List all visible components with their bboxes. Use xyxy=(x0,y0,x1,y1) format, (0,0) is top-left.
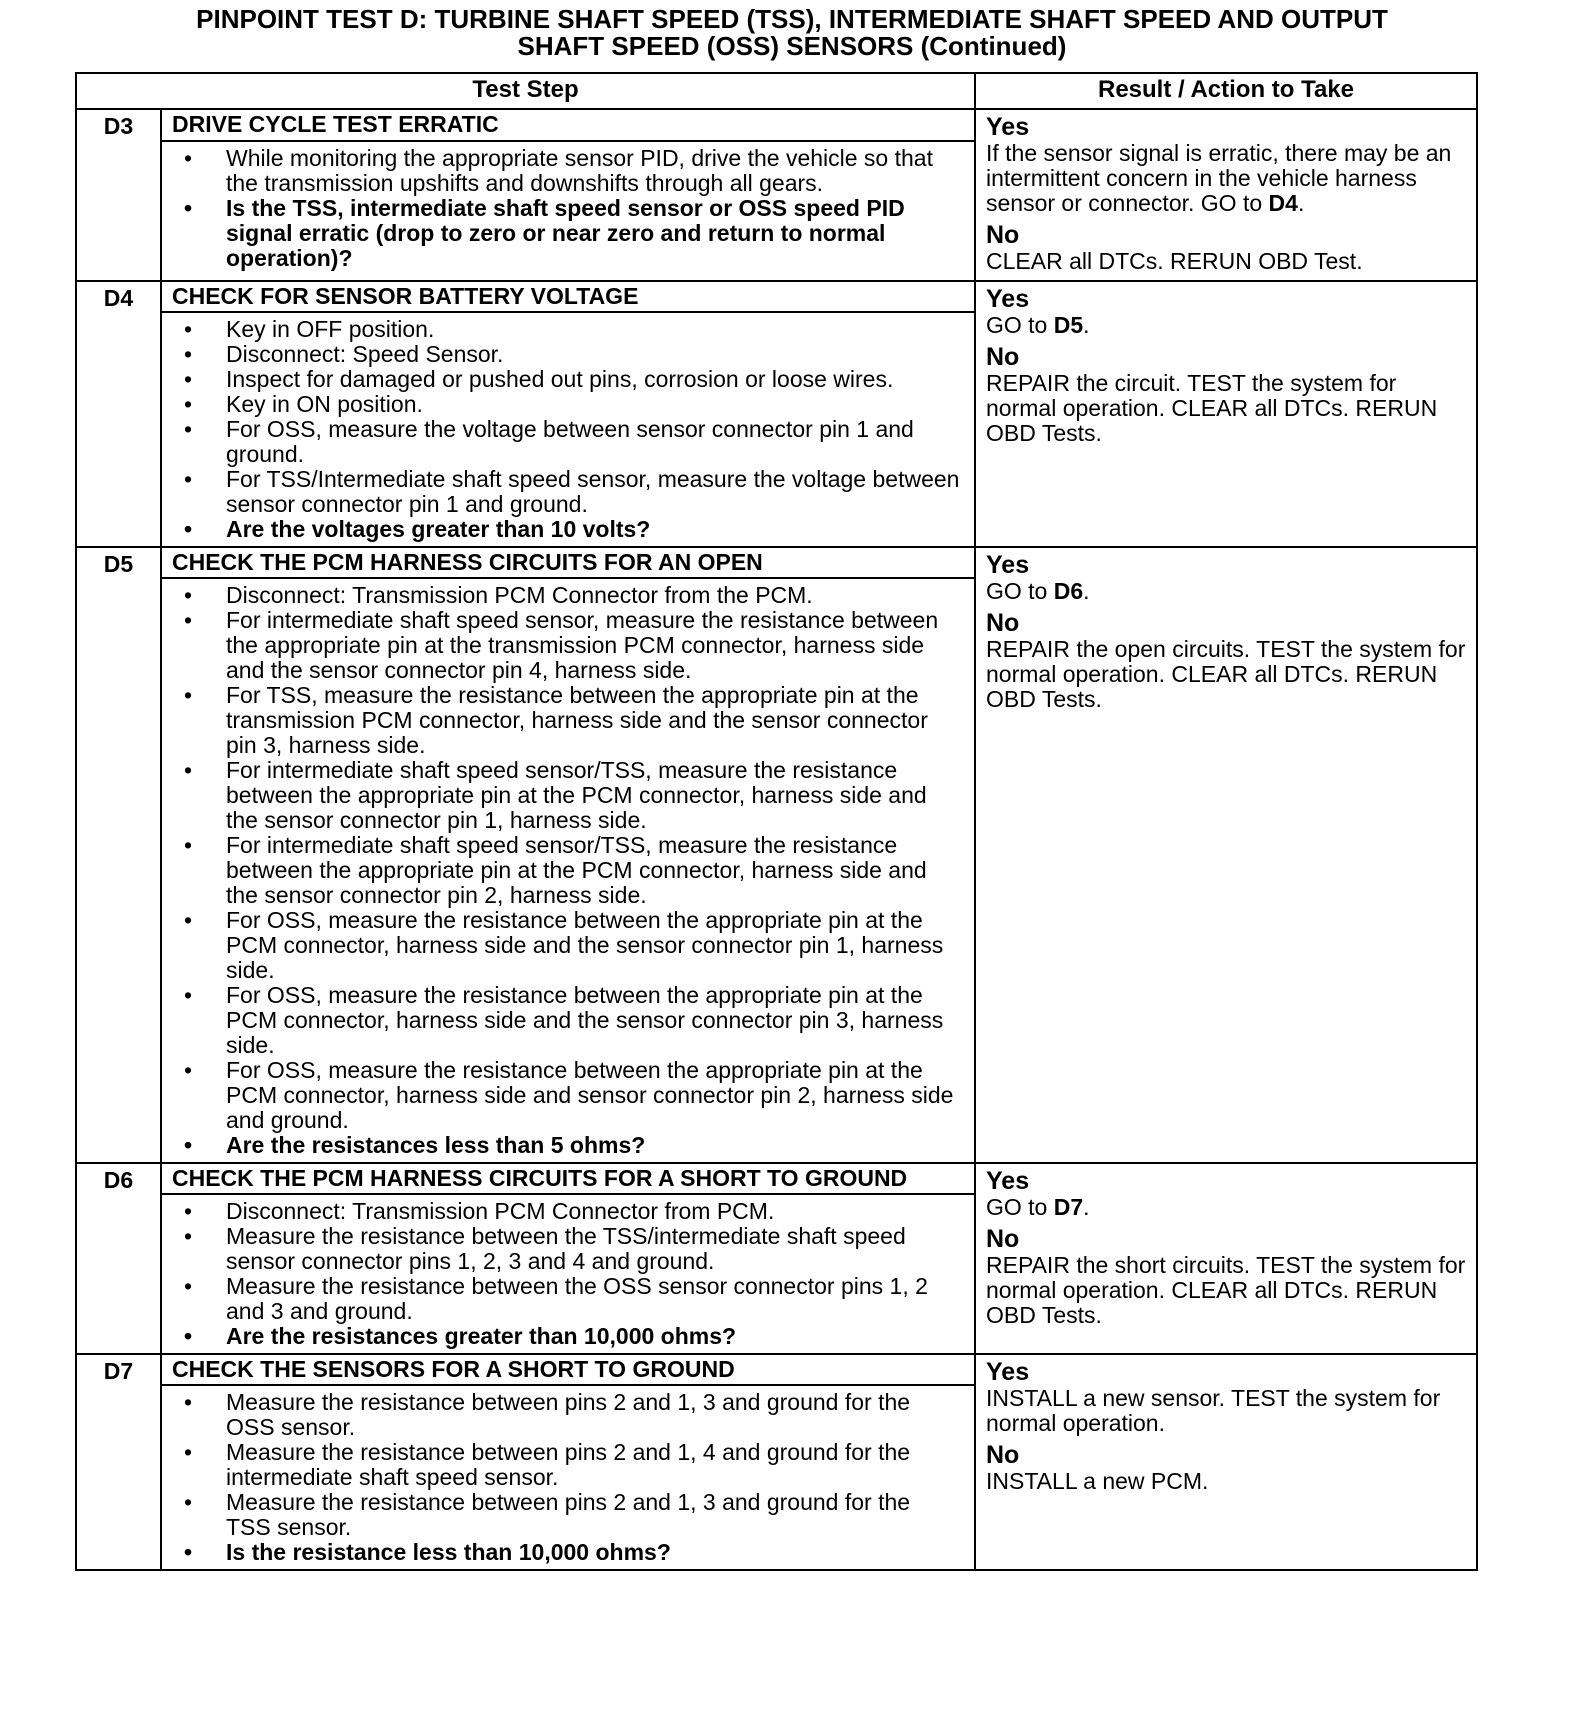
step-header-row xyxy=(76,109,1477,141)
step-result xyxy=(975,109,1477,281)
yes-goto: D7 xyxy=(1053,1194,1084,1220)
step-bullet: • Disconnect: Speed Sensor. xyxy=(176,342,960,367)
header-test-step: Test Step xyxy=(76,73,975,109)
step-title: DRIVE CYCLE TEST ERRATIC xyxy=(161,109,975,141)
yes-action: If the sensor signal is erratic, there may be an intermittent concern in the vehicle harness sensor or connector. GO to D4. xyxy=(986,140,1452,216)
step-bullet: • Disconnect: Transmission PCM Connector from PCM. xyxy=(176,1199,960,1224)
yes-action xyxy=(986,1386,1466,1436)
title-line-1: PINPOINT TEST D: TURBINE SHAFT SPEED (TSS), INTERMEDIATE SHAFT SPEED AND OUTPUT xyxy=(196,4,1388,34)
step-bullet: • Key in ON position. xyxy=(176,392,960,417)
step-bullet-list xyxy=(176,146,960,271)
step-bullet: • For intermediate shaft speed sensor/TSS, measure the resistance between the appropriate pin at the PCM connector, harness side and the sensor connector pin 1, harness side. xyxy=(176,758,960,833)
yes-text: GO to xyxy=(986,1194,1048,1220)
step-body xyxy=(161,1194,975,1354)
yes-text: GO to xyxy=(986,578,1048,604)
step-header-row xyxy=(76,281,1477,312)
step-question: • Are the resistances less than 5 ohms? xyxy=(176,1133,960,1158)
step-bullet: • For OSS, measure the voltage between sensor connector pin 1 and ground. xyxy=(176,417,960,467)
yes-action: GO to D6. xyxy=(986,578,1090,604)
step-bullet-list xyxy=(176,317,960,542)
no-text: REPAIR the open circuits. TEST the system for normal operation. CLEAR all DTCs. RERUN OBD Tests. xyxy=(986,636,1466,712)
no-text: CLEAR all DTCs. RERUN OBD Test. xyxy=(986,248,1363,274)
step-title: CHECK THE PCM HARNESS CIRCUITS FOR A SHORT TO GROUND xyxy=(161,1163,975,1194)
step-result xyxy=(975,1163,1477,1354)
yes-label: Yes xyxy=(986,1167,1030,1195)
no-label: No xyxy=(986,609,1020,637)
step-bullet: • For OSS, measure the resistance between the appropriate pin at the PCM connector, harness side and the sensor connector pin 1, harness side. xyxy=(176,908,960,983)
no-label: No xyxy=(986,1225,1020,1253)
no-text: REPAIR the circuit. TEST the system for normal operation. CLEAR all DTCs. RERUN OBD Tests. xyxy=(986,370,1438,446)
no-label: No xyxy=(986,343,1020,371)
step-id: D7 xyxy=(76,1354,161,1570)
yes-label: Yes xyxy=(986,285,1030,313)
step-body xyxy=(161,1385,975,1570)
no-text: REPAIR the short circuits. TEST the system for normal operation. CLEAR all DTCs. RERUN OBD Tests. xyxy=(986,1252,1466,1328)
step-id: D5 xyxy=(76,547,161,1163)
no-label: No xyxy=(986,221,1020,249)
yes-action: GO to D5. xyxy=(986,312,1090,338)
step-bullet-list xyxy=(176,1199,960,1349)
step-bullet: • Disconnect: Transmission PCM Connector from the PCM. xyxy=(176,583,960,608)
step-header-row xyxy=(76,547,1477,578)
step-question: • Are the resistances greater than 10,000 ohms? xyxy=(176,1324,960,1349)
step-bullet: • Measure the resistance between the TSS/intermediate shaft speed sensor connector pins 1, 2, 3 and 4 and ground. xyxy=(176,1224,960,1274)
header-result: Result / Action to Take xyxy=(975,73,1477,109)
yes-goto: D5 xyxy=(1053,312,1084,338)
step-bullet: • Measure the resistance between pins 2 and 1, 3 and ground for the OSS sensor. xyxy=(176,1390,960,1440)
step-id: D6 xyxy=(76,1163,161,1354)
step-result xyxy=(975,1354,1477,1570)
step-bullet: • For TSS, measure the resistance between the appropriate pin at the transmission PCM connector, harness side and the sensor connector pin 3, harness side. xyxy=(176,683,960,758)
yes-label: Yes xyxy=(986,113,1030,141)
step-header-row xyxy=(76,1354,1477,1385)
yes-label: Yes xyxy=(986,551,1030,579)
step-bullet-list xyxy=(176,1390,960,1565)
yes-text: If the sensor signal is erratic, there may be an intermittent concern in the vehicle harness sensor or connector. GO to xyxy=(986,140,1452,216)
step-bullet: • For OSS, measure the resistance between the appropriate pin at the PCM connector, harness side and the sensor connector pin 3, harness side. xyxy=(176,983,960,1058)
page-title xyxy=(0,6,1584,60)
title-line-2: SHAFT SPEED (OSS) SENSORS (Continued) xyxy=(517,31,1067,61)
step-result xyxy=(975,281,1477,547)
yes-text: GO to xyxy=(986,312,1048,338)
step-question: • Is the TSS, intermediate shaft speed sensor or OSS speed PID signal erratic (drop to zero or near zero and return to normal operation)? xyxy=(176,196,960,271)
step-bullet: • Measure the resistance between pins 2 and 1, 4 and ground for the intermediate shaft speed sensor. xyxy=(176,1440,960,1490)
step-title: CHECK THE PCM HARNESS CIRCUITS FOR AN OPEN xyxy=(161,547,975,578)
table-header-row xyxy=(76,73,1477,109)
step-body xyxy=(161,578,975,1163)
step-bullet: • For OSS, measure the resistance between the appropriate pin at the PCM connector, harness side and sensor connector pin 2, harness side and ground. xyxy=(176,1058,960,1133)
no-text: INSTALL a new PCM. xyxy=(986,1468,1209,1494)
step-question: • Are the voltages greater than 10 volts? xyxy=(176,517,960,542)
step-bullet: • Measure the resistance between pins 2 and 1, 3 and ground for the TSS sensor. xyxy=(176,1490,960,1540)
step-bullet: • For TSS/Intermediate shaft speed sensor, measure the voltage between sensor connector pin 1 and ground. xyxy=(176,467,960,517)
steps-body xyxy=(76,109,1477,1570)
step-bullet-list xyxy=(176,583,960,1158)
step-result xyxy=(975,547,1477,1163)
step-bullet: • Key in OFF position. xyxy=(176,317,960,342)
step-bullet: • While monitoring the appropriate sensor PID, drive the vehicle so that the transmission upshifts and downshifts through all gears. xyxy=(176,146,960,196)
step-body xyxy=(161,312,975,547)
step-header-row xyxy=(76,1163,1477,1194)
step-bullet: • Inspect for damaged or pushed out pins, corrosion or loose wires. xyxy=(176,367,960,392)
step-title: CHECK THE SENSORS FOR A SHORT TO GROUND xyxy=(161,1354,975,1385)
yes-goto: D4 xyxy=(1268,190,1298,216)
step-id: D3 xyxy=(76,109,161,281)
step-id: D4 xyxy=(76,281,161,547)
no-label: No xyxy=(986,1441,1020,1469)
step-body xyxy=(161,141,975,281)
step-bullet: • Measure the resistance between the OSS sensor connector pins 1, 2 and 3 and ground. xyxy=(176,1274,960,1324)
yes-action: GO to D7. xyxy=(986,1194,1090,1220)
yes-label: Yes xyxy=(986,1358,1030,1386)
step-bullet: • For intermediate shaft speed sensor, measure the resistance between the appropriate pin at the transmission PCM connector, harness side and the sensor connector pin 4, harness side. xyxy=(176,608,960,683)
yes-goto: D6 xyxy=(1053,578,1084,604)
step-question: • Is the resistance less than 10,000 ohms? xyxy=(176,1540,960,1565)
step-bullet: • For intermediate shaft speed sensor/TSS, measure the resistance between the appropriate pin at the PCM connector, harness side and the sensor connector pin 2, harness side. xyxy=(176,833,960,908)
pinpoint-test-table xyxy=(75,72,1478,1571)
step-title: CHECK FOR SENSOR BATTERY VOLTAGE xyxy=(161,281,975,312)
yes-text: INSTALL a new sensor. TEST the system for normal operation. xyxy=(986,1385,1441,1436)
